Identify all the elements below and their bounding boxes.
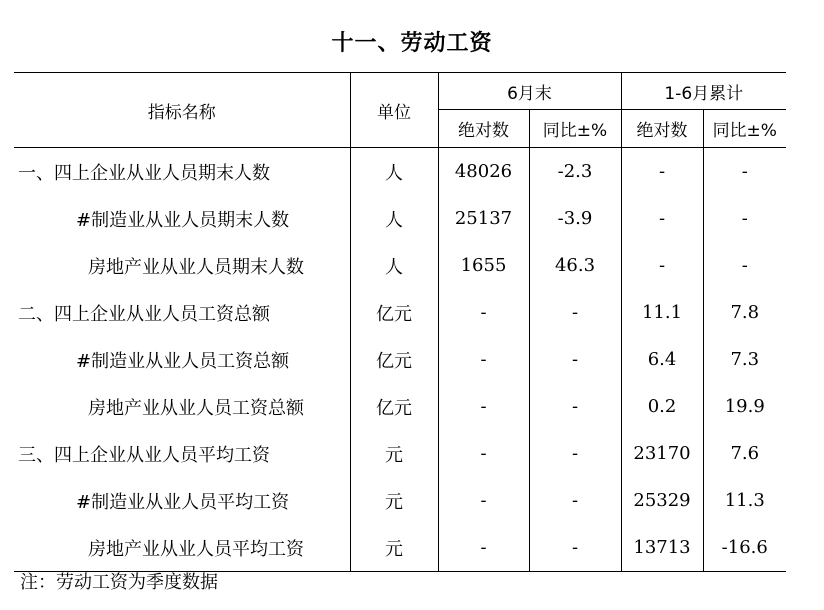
row-june-absolute: - [438,524,529,572]
row-indicator-name: 二、四上企业从业人员工资总额 [18,303,270,325]
row-indicator-name: 房地产业从业人员期末人数 [88,256,304,278]
row-indicator-name: #制造业从业人员平均工资 [76,491,290,513]
header-june-absolute: 绝对数 [438,110,529,148]
table-row [14,242,786,289]
row-june-yoy: - [529,524,621,572]
row-cumulative-absolute: 25329 [621,477,703,524]
row-unit: 亿元 [350,336,438,383]
row-unit: 元 [350,477,438,524]
row-unit: 人 [350,195,438,242]
row-cumulative-absolute: - [621,148,703,196]
row-june-yoy: - [529,289,621,336]
row-june-absolute: 25137 [438,195,529,242]
row-indicator-name: #制造业从业人员工资总额 [76,350,290,372]
table-row [14,289,786,336]
row-unit: 元 [350,430,438,477]
row-june-absolute: - [438,383,529,430]
row-june-absolute: - [438,336,529,383]
header-group-june: 6月末 [438,73,621,110]
table-row [14,336,786,383]
row-june-yoy: - [529,477,621,524]
row-june-yoy: - [529,383,621,430]
table-row [14,430,786,477]
row-june-yoy: - [529,336,621,383]
row-june-absolute: - [438,430,529,477]
row-cumulative-yoy: 7.6 [703,430,786,477]
row-june-absolute: 1655 [438,242,529,289]
row-june-yoy: 46.3 [529,242,621,289]
table-row [14,383,786,430]
row-unit: 人 [350,148,438,196]
header-cumulative-yoy: 同比±% [703,110,786,148]
row-cumulative-yoy: 7.8 [703,289,786,336]
row-indicator-name: 三、四上企业从业人员平均工资 [18,444,270,466]
row-june-yoy: -2.3 [529,148,621,196]
row-unit: 亿元 [350,289,438,336]
row-june-yoy: - [529,430,621,477]
row-indicator-name: 房地产业从业人员平均工资 [14,524,350,572]
header-cumulative-absolute: 绝对数 [621,110,703,148]
row-june-absolute: - [438,289,529,336]
labor-wage-table [14,72,786,572]
row-cumulative-yoy: - [703,148,786,196]
row-cumulative-absolute: 11.1 [621,289,703,336]
table-row [14,195,786,242]
row-indicator-name: 房地产业从业人员工资总额 [88,397,304,419]
table-row [14,477,786,524]
row-cumulative-yoy: 7.3 [703,336,786,383]
row-cumulative-absolute: 23170 [621,430,703,477]
row-cumulative-absolute: 0.2 [621,383,703,430]
row-unit: 元 [350,524,438,572]
row-indicator-name: #制造业从业人员期末人数 [76,209,290,231]
row-cumulative-absolute: 6.4 [621,336,703,383]
row-cumulative-absolute: - [621,242,703,289]
row-cumulative-yoy: - [703,195,786,242]
header-group-cumulative: 1-6月累计 [621,73,786,110]
row-june-absolute: 48026 [438,148,529,196]
row-unit: 人 [350,242,438,289]
header-june-yoy: 同比±% [529,110,621,148]
row-cumulative-absolute: 13713 [621,524,703,572]
row-cumulative-yoy: - [703,242,786,289]
row-june-absolute: - [438,477,529,524]
row-cumulative-yoy: 19.9 [703,383,786,430]
header-indicator-name: 指标名称 [14,73,350,148]
table-row [14,524,786,572]
row-cumulative-absolute: - [621,195,703,242]
header-unit: 单位 [350,73,438,148]
table-row [14,148,786,196]
page-title: 十一、劳动工资 [331,31,493,56]
row-cumulative-yoy: -16.6 [703,524,786,572]
row-unit: 亿元 [350,383,438,430]
row-cumulative-yoy: 11.3 [703,477,786,524]
row-june-yoy: -3.9 [529,195,621,242]
footnote: 注：劳动工资为季度数据 [20,572,218,593]
row-indicator-name: 一、四上企业从业人员期末人数 [18,162,270,184]
